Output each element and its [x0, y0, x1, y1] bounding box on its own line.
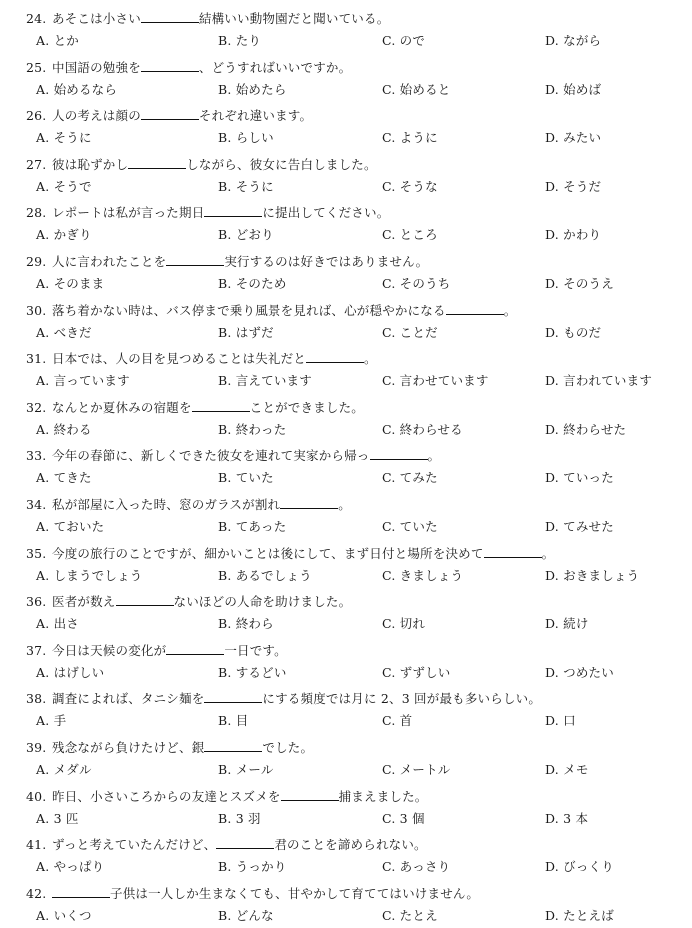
answer-blank[interactable]: [166, 642, 224, 655]
question-text-before: 彼は恥ずかし: [52, 156, 129, 172]
answer-blank[interactable]: [141, 59, 199, 72]
option-a[interactable]: A. そのまま: [36, 276, 105, 291]
question-number: 42.: [26, 885, 47, 901]
answer-blank[interactable]: [281, 788, 339, 801]
question-number: 38.: [26, 691, 47, 707]
question-4: [26, 204, 389, 221]
question-number: 37.: [26, 642, 47, 658]
question-number: 30.: [26, 302, 47, 318]
question-2: [26, 107, 312, 124]
question-number: 32.: [26, 399, 47, 415]
question-text-before: 今年の春節に、新しくできた彼女を連れて実家から帰っ: [52, 448, 370, 464]
option-a[interactable]: A. 3 匹: [36, 810, 79, 826]
option-a[interactable]: A. 手: [36, 713, 67, 729]
option-c[interactable]: C. そうな: [382, 178, 438, 194]
option-c[interactable]: C. ところ: [382, 227, 438, 243]
question-number: 39.: [26, 740, 47, 755]
option-a[interactable]: A. かぎり: [36, 227, 92, 243]
question-text-before: なんとか夏休みの宿題を: [52, 399, 192, 415]
option-a[interactable]: A. そうで: [36, 178, 92, 194]
option-c[interactable]: C. きましょう: [382, 567, 464, 583]
option-b[interactable]: B. メール: [218, 762, 274, 777]
answer-blank[interactable]: [484, 545, 542, 558]
question-number: 28.: [26, 205, 47, 221]
option-b[interactable]: B. てあった: [218, 519, 287, 534]
option-c[interactable]: C. 切れ: [382, 616, 426, 632]
option-b[interactable]: B. 終わった: [218, 421, 287, 437]
question-text-after: 一日です。: [224, 642, 287, 658]
question-17: [26, 836, 427, 853]
option-c[interactable]: C. あっさり: [382, 859, 451, 875]
question-text-before: レポートは私が言った期日: [52, 205, 205, 221]
question-number: 34.: [26, 497, 47, 512]
question-15: [26, 739, 313, 756]
question-number: 27.: [26, 156, 47, 172]
option-c[interactable]: C. たとえ: [382, 907, 438, 923]
question-10: [26, 496, 351, 513]
question-9: [26, 447, 440, 464]
option-d[interactable]: D. 終わらせた: [545, 421, 627, 437]
question-number: 35.: [26, 545, 47, 561]
answer-blank[interactable]: [306, 350, 364, 363]
question-text-after: 結構いい動物園だと聞いている。: [198, 11, 390, 26]
question-number: 33.: [26, 448, 47, 464]
question-text-before: 落ち着かない時は、バス停まで乗り風景を見れば、心が穏やかになる: [52, 302, 446, 318]
question-text-after: 。: [503, 302, 517, 318]
question-text-after: ないほどの人命を助けました。: [173, 594, 352, 610]
option-b[interactable]: B. 終わら: [218, 616, 274, 632]
question-text-after: ことができました。: [249, 399, 365, 415]
question-text-before: 日本では、人の目を見つめることは失礼だと: [52, 351, 307, 367]
answer-blank[interactable]: [204, 690, 262, 703]
question-text-after: 実行するのは好きではありません。: [224, 254, 429, 269]
option-a[interactable]: A. メダル: [36, 762, 92, 777]
option-c[interactable]: C. そのうち: [382, 276, 451, 291]
question-text-before: 今日は天候の変化が: [52, 642, 167, 658]
option-d[interactable]: D. かわり: [545, 227, 602, 243]
option-c[interactable]: C. 終わらせる: [382, 421, 463, 437]
question-number: 25.: [26, 59, 47, 75]
question-0: [26, 10, 389, 27]
question-text-before: あそこは小さい: [52, 11, 141, 26]
option-b[interactable]: B. うっかり: [218, 859, 287, 875]
question-12: [26, 593, 351, 610]
question-1: [26, 59, 351, 76]
question-5: [26, 253, 428, 270]
option-d[interactable]: D. 続け: [545, 616, 589, 632]
question-text-before: 昨日、小さいころからの友達とスズメを: [52, 788, 281, 804]
option-d[interactable]: D. ながら: [545, 33, 602, 48]
option-a[interactable]: A. とか: [36, 33, 79, 48]
option-b[interactable]: B. 言えています: [218, 373, 312, 389]
option-a[interactable]: A. しまうでしょう: [36, 567, 143, 583]
option-a[interactable]: A. いくつ: [36, 907, 92, 923]
option-b[interactable]: B. らしい: [218, 130, 274, 146]
option-d[interactable]: D. つめたい: [545, 664, 614, 680]
question-text-after: 。: [541, 545, 555, 561]
option-c[interactable]: C. メートル: [382, 762, 451, 777]
option-a[interactable]: A. 出さ: [36, 616, 79, 632]
question-number: 29.: [26, 254, 47, 269]
option-a[interactable]: A. 終わる: [36, 421, 92, 437]
question-text-after: 。: [364, 351, 377, 367]
option-c[interactable]: C. ずずしい: [382, 664, 451, 680]
option-a[interactable]: A. 始めるなら: [36, 81, 118, 97]
answer-blank[interactable]: [280, 496, 338, 509]
answer-blank[interactable]: [141, 10, 199, 23]
answer-blank[interactable]: [216, 836, 274, 849]
option-d[interactable]: D. 口: [545, 713, 576, 729]
option-d[interactable]: D. びっくり: [545, 859, 614, 875]
option-b[interactable]: B. どおり: [218, 227, 274, 243]
question-text-after: それぞれ違います。: [198, 108, 313, 124]
answer-blank[interactable]: [204, 204, 262, 217]
question-text-before: 人の考えは顔の: [52, 108, 141, 124]
option-b[interactable]: B. するどい: [218, 664, 287, 680]
option-c[interactable]: C. ように: [382, 130, 438, 146]
option-d[interactable]: D. たとえば: [545, 907, 614, 923]
option-c[interactable]: C. 3 個: [382, 810, 425, 826]
option-b[interactable]: B. 目: [218, 713, 249, 729]
question-text-before: 人に言われたことを: [52, 254, 167, 269]
question-text-before: 私が部屋に入った時、窓のガラスが割れ: [52, 497, 281, 512]
question-text-after: 。: [338, 497, 351, 512]
option-a[interactable]: A. べきだ: [36, 324, 92, 340]
question-14: [26, 690, 541, 707]
answer-blank[interactable]: [141, 107, 199, 120]
option-d[interactable]: D. ものだ: [545, 324, 602, 340]
option-c[interactable]: C. 始めると: [382, 81, 451, 97]
question-text-after: 子供は一人しか生まなくても、甘やかして育ててはいけません。: [110, 885, 480, 901]
option-b[interactable]: B. そうに: [218, 178, 274, 194]
question-text-before: 残念ながら負けたけど、銀: [52, 740, 205, 755]
question-text-after: にする頻度では月に 2、3 回が最も多いらしい。: [262, 691, 542, 707]
option-d[interactable]: D. てみせた: [545, 519, 614, 534]
option-d[interactable]: D. みたい: [545, 130, 602, 146]
option-b[interactable]: B. どんな: [218, 907, 274, 923]
question-text-before: 今度の旅行のことですが、細かいことは後にして、まず日付と場所を決めて: [52, 545, 484, 561]
option-b[interactable]: B. たり: [218, 33, 262, 48]
question-text-after: に提出してください。: [262, 205, 390, 221]
option-b[interactable]: B. はずだ: [218, 324, 274, 340]
option-a[interactable]: A. やっぱり: [36, 859, 105, 875]
option-d[interactable]: D. 言われています: [545, 373, 653, 389]
answer-blank[interactable]: [370, 447, 428, 460]
question-11: [26, 545, 554, 562]
question-text-before: 調査によれば、タニシ麺を: [52, 691, 205, 707]
option-d[interactable]: D. 3 本: [545, 810, 589, 826]
question-18: [26, 885, 479, 902]
option-c[interactable]: C. てみた: [382, 470, 438, 486]
question-text-after: 。: [427, 448, 441, 464]
option-b[interactable]: B. 3 羽: [218, 810, 261, 826]
question-number: 31.: [26, 351, 47, 367]
answer-blank[interactable]: [128, 156, 186, 169]
option-a[interactable]: A. ておいた: [36, 519, 105, 534]
option-b[interactable]: B. 始めたら: [218, 81, 287, 97]
answer-blank[interactable]: [446, 302, 504, 315]
question-16: [26, 788, 428, 805]
answer-blank[interactable]: [204, 739, 262, 752]
option-b[interactable]: B. ていた: [218, 470, 274, 486]
question-8: [26, 399, 364, 416]
question-text-before: 医者が数え: [52, 594, 116, 610]
question-number: 40.: [26, 788, 47, 804]
option-a[interactable]: A. てきた: [36, 470, 92, 486]
question-text-after: 捕まえました。: [338, 788, 428, 804]
question-text-before: 中国語の勉強を: [52, 59, 141, 75]
answer-blank[interactable]: [116, 593, 174, 606]
question-number: 41.: [26, 837, 47, 853]
option-d[interactable]: D. ていった: [545, 470, 614, 486]
question-number: 26.: [26, 108, 47, 124]
option-d[interactable]: D. おきましょう: [545, 567, 640, 583]
answer-blank[interactable]: [52, 885, 110, 898]
option-b[interactable]: B. あるでしょう: [218, 567, 312, 583]
option-a[interactable]: A. そうに: [36, 130, 92, 146]
option-d[interactable]: D. そうだ: [545, 178, 602, 194]
question-number: 36.: [26, 594, 47, 610]
question-3: [26, 156, 377, 173]
option-c[interactable]: C. 首: [382, 713, 413, 729]
question-text-after: 君のことを諦められない。: [274, 837, 427, 853]
option-a[interactable]: A. はげしい: [36, 664, 105, 680]
option-c[interactable]: C. ていた: [382, 519, 438, 534]
question-text-before: ずっと考えていたんだけど、: [52, 837, 217, 853]
option-c[interactable]: C. ので: [382, 33, 426, 48]
option-d[interactable]: D. 始めば: [545, 81, 602, 97]
question-number: 24.: [26, 11, 47, 26]
question-text-after: しながら、彼女に告白しました。: [186, 156, 377, 172]
option-d[interactable]: D. そのうえ: [545, 276, 614, 291]
answer-blank[interactable]: [166, 253, 224, 266]
question-text-after: でした。: [262, 740, 314, 755]
option-c[interactable]: C. 言わせています: [382, 373, 489, 389]
option-d[interactable]: D. メモ: [545, 762, 589, 777]
answer-blank[interactable]: [192, 399, 250, 412]
option-a[interactable]: A. 言っています: [36, 373, 130, 389]
option-c[interactable]: C. ことだ: [382, 324, 438, 340]
question-13: [26, 642, 287, 659]
option-b[interactable]: B. そのため: [218, 276, 287, 291]
question-text-after: 、どうすればいいですか。: [198, 59, 352, 75]
question-6: [26, 302, 516, 319]
question-7: [26, 350, 377, 367]
